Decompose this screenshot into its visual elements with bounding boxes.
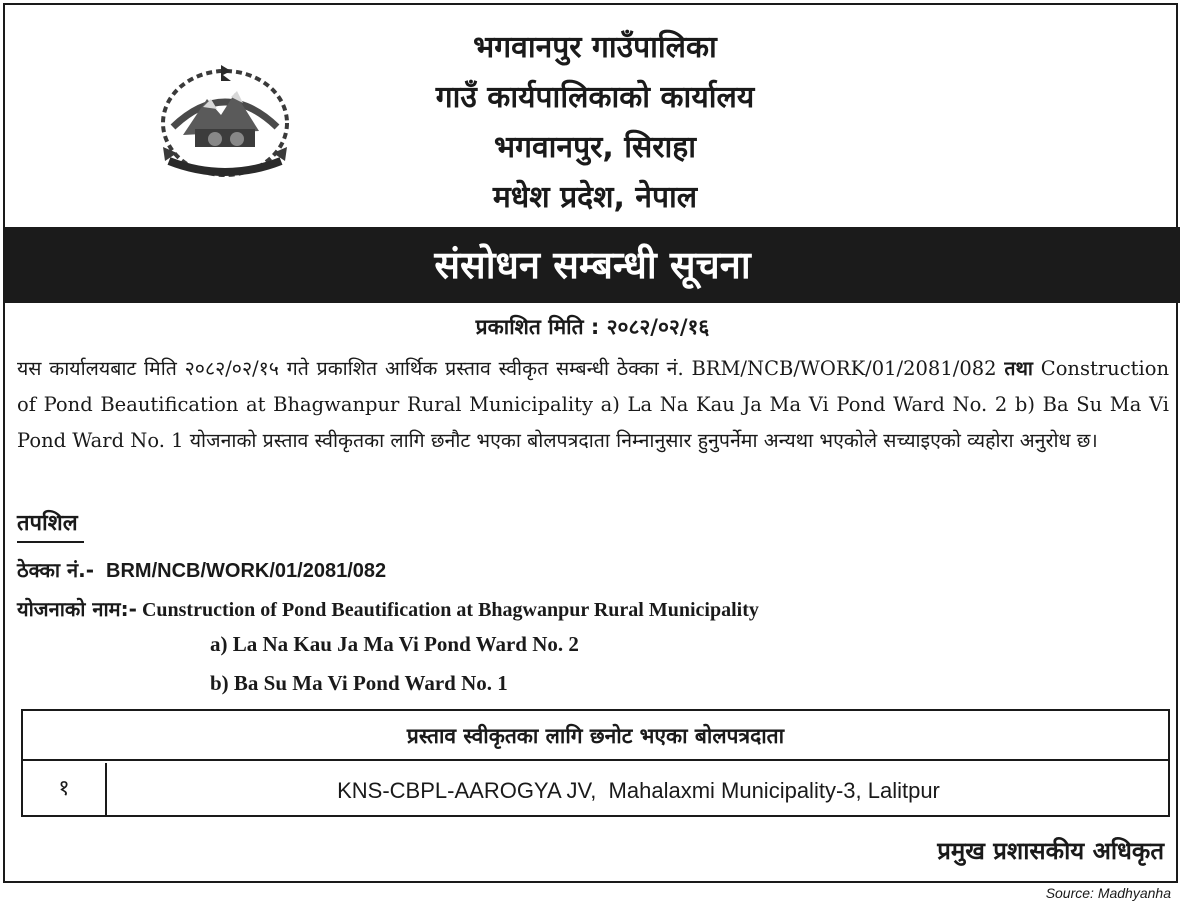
contract-number-row — [17, 553, 386, 588]
org-line-4: मधेश प्रदेश, नेपाल — [492, 180, 698, 215]
org-line-1: भगवानपुर गाउँपालिका — [473, 30, 717, 65]
publication-date-value: २०८२/०२/१६ — [606, 315, 710, 339]
org-line-2: गाउँ कार्यपालिकाको कार्यालय — [435, 80, 755, 115]
details-heading: तपशिल — [17, 507, 84, 543]
notice-header — [5, 5, 1180, 227]
notice-body — [17, 351, 1169, 459]
contract-number-label: ठेक्का नं.- — [17, 558, 95, 582]
project-item-a: a) La Na Kau Ja Ma Vi Pond Ward No. 2 — [210, 632, 579, 656]
project-name-row — [17, 592, 759, 627]
notice-frame — [3, 3, 1178, 883]
project-item-b: b) Ba Su Ma Vi Pond Ward No. 1 — [210, 671, 508, 695]
body-tatha: तथा — [1004, 357, 1033, 380]
project-name-label: योजनाको नाम:- — [17, 597, 137, 621]
publication-date-label: प्रकाशित मिति : — [475, 315, 600, 339]
selected-bidder-table — [21, 709, 1170, 817]
contract-number-value: BRM/NCB/WORK/01/2081/082 — [106, 560, 387, 582]
publication-date — [5, 313, 1180, 341]
notice-title-banner: संसोधन सम्बन्धी सूचना — [5, 227, 1180, 303]
table-header: प्रस्ताव स्वीकृतका लागि छनोट भएका बोलपत्रदाता — [23, 711, 1168, 761]
org-line-3: भगवानपुर, सिराहा — [493, 130, 697, 165]
table-row-serial: १ — [23, 763, 107, 815]
table-row-bidder: KNS-CBPL-AAROGYA JV, Mahalaxmi Municipality-3, Lalitpur — [337, 778, 940, 803]
organization-name — [325, 23, 865, 223]
body-line-1: यस कार्यालयबाट मिति २०८२/०२/१५ गते प्रकाशित आर्थिक प्रस्ताव स्वीकृत सम्बन्धी ठेक्का नं. BRM/NCB/WORK/01/2081/082 — [17, 357, 997, 380]
signatory-title: प्रमुख प्रशासकीय अधिकृत — [937, 837, 1164, 865]
nepal-government-emblem-icon — [155, 57, 295, 182]
source-credit: Source: Madhyanha — [1045, 885, 1171, 901]
body-line-2: Construction of Pond Beautification at Bhagwanpur Rural Municipality a) La Na Kau Ja Ma Vi Pond Ward No. 2 b) Ba Su Ma Vi Pond Ward No. 1 योजनाको प्रस्ताव स्वीकृतका लागि छनौट भएका बोलपत्रदाता निम्नानुसार हुनुपर्नेमा अन्यथा भएकोले सच्याइएको व्यहोरा अनुरोध छ। — [17, 357, 1170, 452]
project-name-value: Cunstruction of Pond Beautification at Bhagwanpur Rural Municipality — [136, 599, 759, 621]
